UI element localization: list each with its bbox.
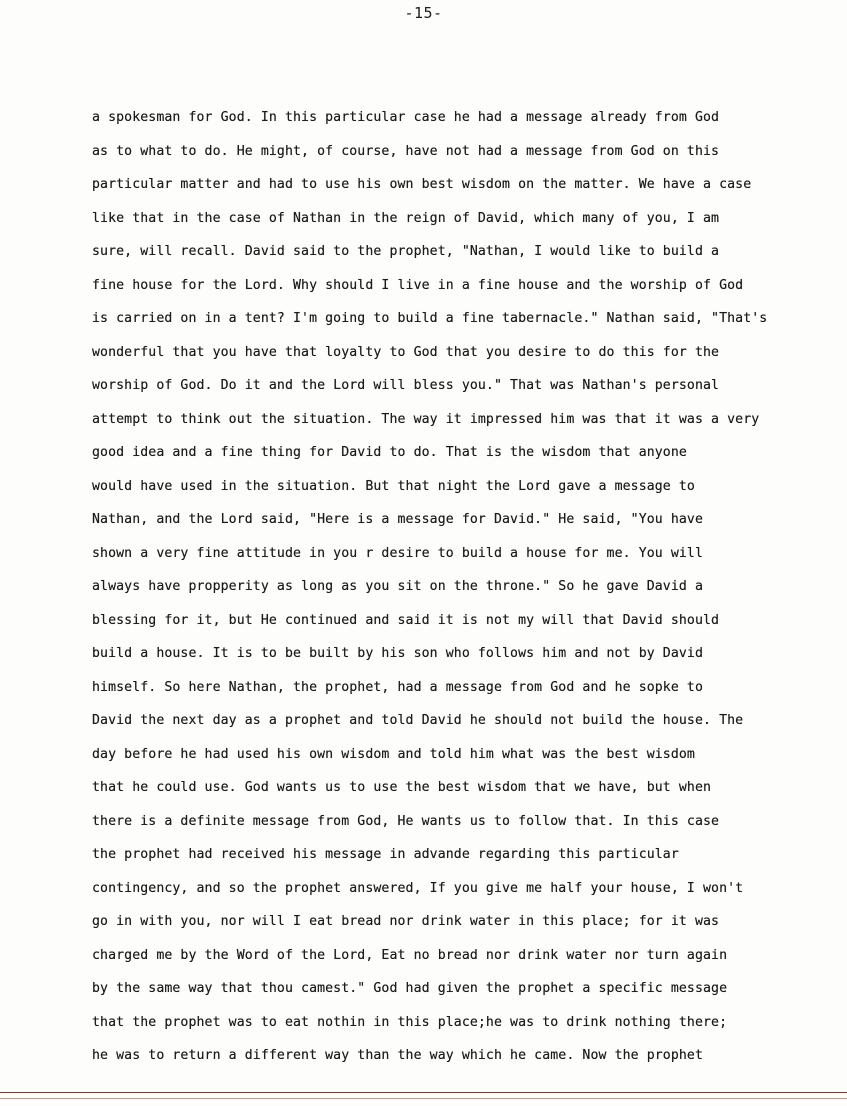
text-line: is carried on in a tent? I'm going to build a fine tabernacle." Nathan said, "That's — [92, 311, 768, 326]
text-line: Nathan, and the Lord said, "Here is a message for David." He said, "You have — [92, 512, 704, 527]
text-line: a spokesman for God. In this particular case he had a message already from God — [92, 110, 720, 125]
text-line: sure, will recall. David said to the prophet, "Nathan, I would like to build a — [92, 244, 720, 259]
text-line: blessing for it, but He continued and said it is not my will that David should — [92, 612, 720, 628]
text-line: fine house for the Lord. Why should I live in a fine house and the worship of God — [92, 277, 744, 293]
text-line: particular matter and had to use his own best wisdom on the matter. We have a case — [92, 177, 752, 192]
bottom-rule — [0, 1092, 847, 1093]
text-line: charged me by the Word of the Lord, Eat no bread nor drink water nor turn again — [92, 947, 728, 963]
text-line: he was to return a different way than the way which he came. Now the prophet — [92, 1048, 704, 1063]
text-line: go in with you, nor will I eat bread nor drink water in this place; for it was — [92, 914, 720, 929]
text-line: good idea and a fine thing for David to do. That is the wisdom that anyone — [92, 445, 687, 460]
text-line: that the prophet was to eat nothin in this place;he was to drink nothing there; — [92, 1014, 728, 1030]
text-line: always have propperity as long as you sit on the throne." So he gave David a — [92, 579, 704, 594]
page-number: -15- — [404, 4, 443, 22]
text-line: wonderful that you have that loyalty to God that you desire to do this for the — [92, 344, 720, 360]
text-line: day before he had used his own wisdom and told him what was the best wisdom — [92, 746, 695, 762]
text-line: worship of God. Do it and the Lord will bless you." That was Nathan's personal — [92, 378, 720, 393]
text-line: by the same way that thou camest." God had given the prophet a specific message — [92, 981, 728, 996]
bottom-rule-secondary — [0, 1098, 847, 1099]
text-line: attempt to think out the situation. The way it impressed him was that it was a very — [92, 411, 760, 427]
text-line: himself. So here Nathan, the prophet, had a message from God and he sopke to — [92, 679, 704, 695]
text-line: there is a definite message from God, He wants us to follow that. In this case — [92, 813, 720, 829]
text-line: like that in the case of Nathan in the reign of David, which many of you, I am — [92, 210, 720, 226]
text-line: the prophet had received his message in advande regarding this particular — [92, 847, 679, 862]
body-text — [92, 107, 822, 1079]
text-line: as to what to do. He might, of course, have not had a message from God on this — [92, 143, 720, 159]
text-line: build a house. It is to be built by his son who follows him and not by David — [92, 646, 704, 661]
text-line: shown a very fine attitude in you r desire to build a house for me. You will — [92, 545, 704, 561]
text-line: that he could use. God wants us to use the best wisdom that we have, but when — [92, 780, 712, 795]
text-line: David the next day as a prophet and told David he should not build the house. The — [92, 713, 744, 728]
text-line: contingency, and so the prophet answered, If you give me half your house, I won't — [92, 880, 744, 896]
text-line: would have used in the situation. But that night the Lord gave a message to — [92, 478, 695, 494]
